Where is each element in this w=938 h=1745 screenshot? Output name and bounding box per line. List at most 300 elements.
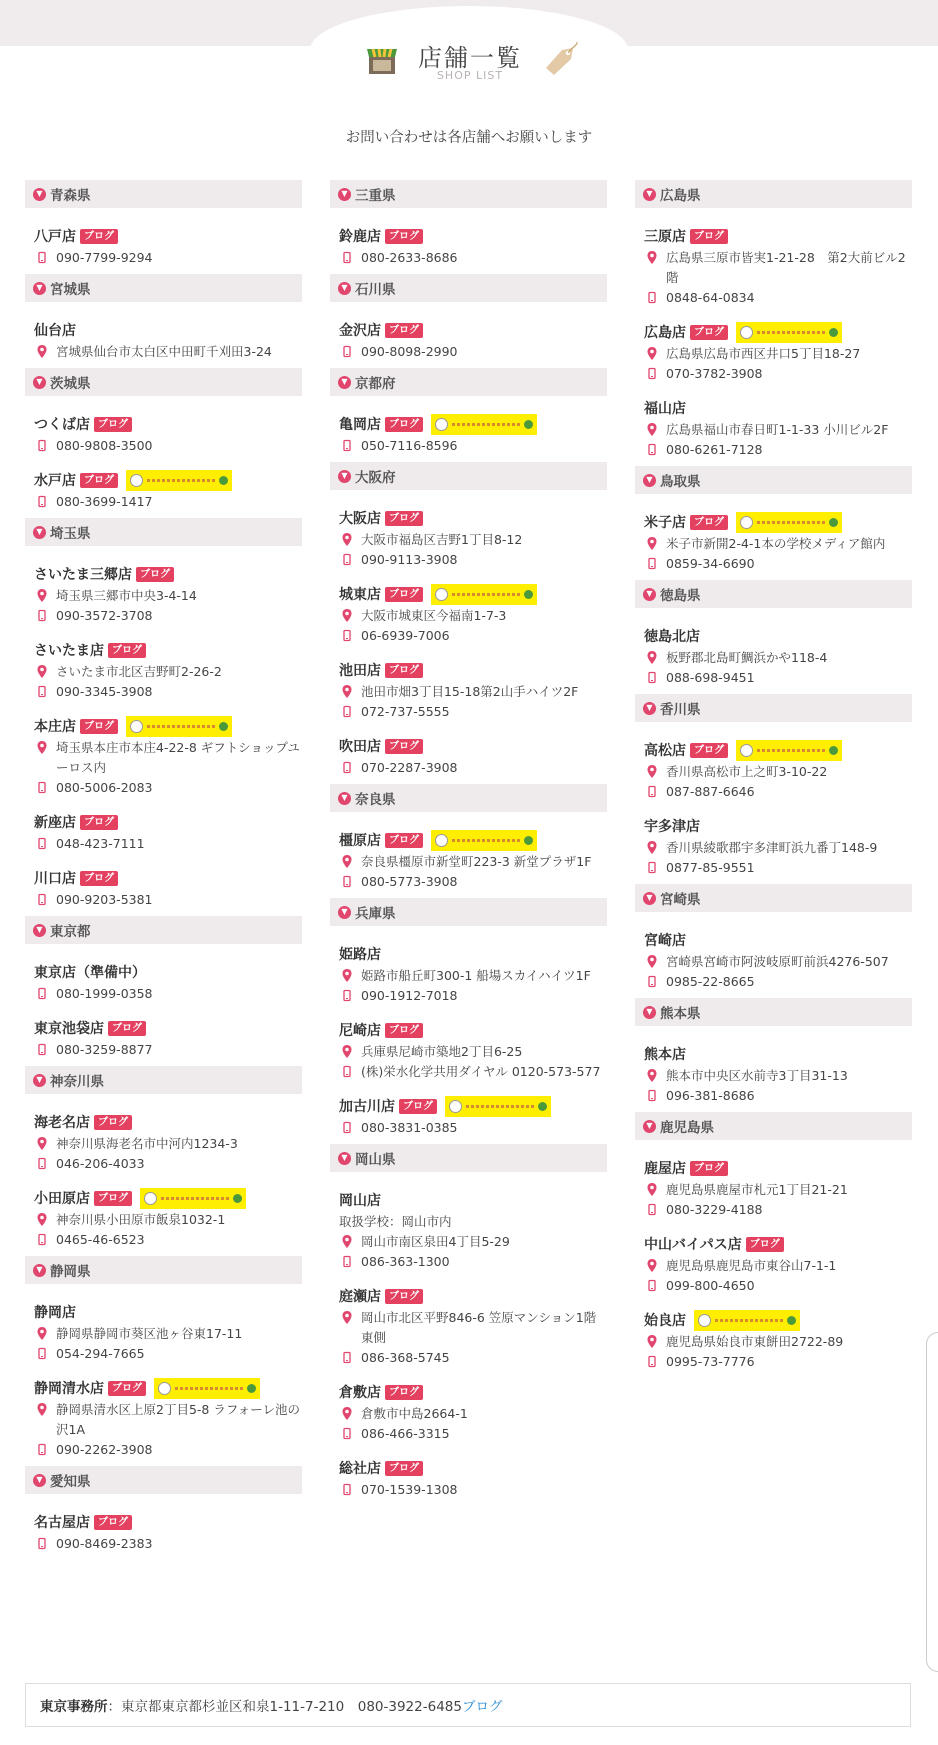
chevron-down-icon: ▼ [33,526,46,539]
map-pin-icon [37,345,47,359]
shop-title: 鹿屋店 [644,1161,686,1177]
phone-icon [37,1043,47,1057]
blog-badge-link[interactable]: ブログ [80,871,118,886]
shop-name [644,1308,912,1332]
price-tag-icon [540,40,580,80]
line-text: 静岡県静岡市葵区池ヶ谷東17-11 [56,1326,243,1341]
prefecture-name: 宮城県 [50,282,91,298]
shop-phone[interactable] [339,626,607,646]
blog-badge-link[interactable]: ブログ [94,1115,132,1130]
line-text: 0985-22-8665 [666,974,755,989]
shop-phone[interactable] [339,436,607,456]
shop-name [34,810,302,834]
prefecture-header[interactable] [635,694,912,722]
shop-phone[interactable] [644,858,912,878]
mascot-icon [698,1314,711,1327]
shop-address [644,648,912,668]
chevron-down-icon: ▼ [338,470,351,483]
blog-badge-link[interactable]: ブログ [385,511,423,526]
shop-entry [25,1370,302,1460]
phone-icon [647,1355,657,1369]
map-pin-icon [37,741,47,755]
line-text: 06-6939-7006 [361,628,450,643]
prefecture-header[interactable] [25,1466,302,1494]
shop-entry [25,312,302,362]
map-pin-icon [342,1407,352,1421]
leaf-icon [787,1316,796,1325]
phone-icon [342,1255,352,1269]
line-text: 046-206-4033 [56,1156,145,1171]
line-text: 取扱学校：岡山市内 [339,1214,452,1229]
shop-title: 鈴鹿店 [339,229,381,245]
line-text: 086-466-3315 [361,1426,450,1441]
phone-icon [37,1157,47,1171]
prefecture-header[interactable] [25,518,302,546]
phone-icon [342,345,352,359]
line-text: 岡山市北区平野846-6 笠原マンション1階東側 [361,1310,597,1345]
blog-badge-link[interactable]: ブログ [108,643,146,658]
campaign-banner[interactable] [154,1378,260,1399]
shop-title: 小田原店 [34,1191,90,1207]
shop-title: 新座店 [34,815,76,831]
map-pin-icon [342,1235,352,1249]
shop-title: 福山店 [644,401,686,417]
shop-entry [25,860,302,910]
shop-entry [635,1150,912,1220]
blog-badge-link[interactable]: ブログ [94,417,132,432]
map-pin-icon [647,423,657,437]
leaf-icon [524,420,533,429]
line-text: 080-5773-3908 [361,874,458,889]
prefecture-header[interactable] [635,1112,912,1140]
banner-text-graphic [175,1387,243,1390]
page-subtitle: SHOP LIST [436,69,504,82]
mascot-icon [130,474,143,487]
blog-badge-link[interactable]: ブログ [108,1021,146,1036]
blog-badge-link[interactable]: ブログ [385,1289,423,1304]
line-text: 088-698-9451 [666,670,755,685]
line-text: 090-3345-3908 [56,684,153,699]
phone-icon [37,495,47,509]
shop-address [644,1180,912,1200]
campaign-banner[interactable] [431,830,537,851]
campaign-banner[interactable] [126,716,232,737]
shop-name [339,658,607,682]
prefecture-name: 茨城県 [50,376,91,392]
phone-icon [342,761,352,775]
leaf-icon [233,1194,242,1203]
shop-title: 東京店（準備中） [34,965,146,981]
shop-name [339,828,607,852]
map-pin-icon [342,855,352,869]
shop-entry [635,1302,912,1372]
blog-badge-link[interactable]: ブログ [746,1237,784,1252]
shop-column-1 [25,180,302,1560]
prefecture-header[interactable] [25,180,302,208]
line-text: 072-737-5555 [361,704,450,719]
shop-entry [330,1182,607,1272]
blog-badge-link[interactable]: ブログ [94,1515,132,1530]
shop-title: 三原店 [644,229,686,245]
shop-phone[interactable] [34,248,302,268]
map-pin-icon [342,685,352,699]
shop-address [34,1134,302,1154]
line-text: 086-368-5745 [361,1350,450,1365]
shop-title: 宇多津店 [644,819,700,835]
shop-phone[interactable] [339,1062,607,1082]
shop-title: 亀岡店 [339,417,381,433]
shop-phone[interactable] [644,440,912,460]
shop-name [34,638,302,662]
blog-badge-link[interactable]: ブログ [385,1385,423,1400]
phone-icon [37,837,47,851]
line-text: 090-3572-3708 [56,608,153,623]
chevron-down-icon: ▼ [33,1074,46,1087]
shop-phone[interactable] [644,668,912,688]
blog-badge-link[interactable]: ブログ [385,739,423,754]
phone-icon [647,367,657,381]
prefecture-header[interactable] [25,1066,302,1094]
line-text: 広島県福山市春日町1-1-33 小川ビル2F [666,422,889,437]
campaign-banner[interactable] [736,322,842,343]
phone-icon [37,439,47,453]
prefecture-header[interactable] [25,368,302,396]
shop-name [644,1042,912,1066]
map-pin-icon [37,1137,47,1151]
head-office-box [25,1683,911,1727]
shop-phone[interactable] [644,364,912,384]
shop-phone[interactable] [644,972,912,992]
shop-entry [25,218,302,268]
shop-phone[interactable] [339,550,607,570]
shop-address [644,762,912,782]
shop-name [339,1094,607,1118]
shop-phone[interactable] [339,1480,607,1500]
shop-phone[interactable] [34,778,302,798]
shop-phone[interactable] [644,1200,912,1220]
shop-phone[interactable] [34,984,302,1004]
shop-phone[interactable] [339,342,607,362]
shop-address [339,1308,607,1348]
phone-icon [37,685,47,699]
banner-text-graphic [452,839,520,842]
line-text: 080-3831-0385 [361,1120,458,1135]
shop-name [34,960,302,984]
shop-phone[interactable] [644,1352,912,1372]
shop-title: 倉敷店 [339,1385,381,1401]
shop-phone[interactable] [644,782,912,802]
shop-title: 庭瀬店 [339,1289,381,1305]
prefecture-header[interactable] [330,180,607,208]
shop-name [339,1188,607,1212]
map-pin-icon [37,1213,47,1227]
chevron-down-icon: ▼ [338,376,351,389]
shop-name [34,224,302,248]
office-blog-link[interactable]: ブログ [461,1699,503,1715]
blog-badge-link[interactable]: ブログ [399,1099,437,1114]
map-pin-icon [647,1069,657,1083]
prefecture-header[interactable] [25,274,302,302]
phone-icon [342,251,352,265]
phone-icon [647,443,657,457]
shop-title: 加古川店 [339,1099,395,1115]
prefecture-header[interactable] [635,466,912,494]
chevron-down-icon: ▼ [338,282,351,295]
chevron-down-icon: ▼ [338,188,351,201]
prefecture-header[interactable] [635,998,912,1026]
shop-name [339,582,607,606]
shop-entry [330,1374,607,1444]
campaign-banner[interactable] [694,1310,800,1331]
campaign-banner[interactable] [736,512,842,533]
prefecture-header[interactable] [330,898,607,926]
shop-title: 静岡店 [34,1305,76,1321]
blog-badge-link[interactable]: ブログ [80,815,118,830]
shop-entry [330,1012,607,1082]
line-text: 埼玉県本庄市本庄4-22-8 ギフトショップユーロス内 [56,740,300,775]
shop-name [34,1186,302,1210]
shop-entry [330,218,607,268]
blog-badge-link[interactable]: ブログ [385,663,423,678]
line-text: 0848-64-0834 [666,290,755,305]
prefecture-header[interactable] [635,580,912,608]
campaign-banner[interactable] [431,584,537,605]
phone-icon [37,251,47,265]
mascot-icon [130,720,143,733]
shop-entry [25,556,302,626]
phone-icon [342,1121,352,1135]
prefecture-header[interactable] [25,1256,302,1284]
line-text: 090-1912-7018 [361,988,458,1003]
phone-icon [37,893,47,907]
shop-title: つくば店 [34,417,90,433]
blog-badge-link[interactable]: ブログ [385,417,423,432]
prefecture-name: 宮崎県 [660,892,701,908]
line-text: 080-2633-8686 [361,250,458,265]
blog-badge-link[interactable]: ブログ [80,719,118,734]
map-pin-icon [647,651,657,665]
shop-address [34,342,302,362]
line-text: 大阪市福島区吉野1丁目8-12 [361,532,523,547]
blog-badge-link[interactable]: ブログ [690,325,728,340]
line-text: 050-7116-8596 [361,438,458,453]
shop-phone[interactable] [339,986,607,1006]
prefecture-name: 熊本県 [660,1006,701,1022]
shop-name [34,1376,302,1400]
line-text: 080-6261-7128 [666,442,763,457]
shop-address [644,420,912,440]
shop-phone[interactable] [339,758,607,778]
map-pin-icon [342,1311,352,1325]
shop-phone[interactable] [339,1118,607,1138]
mascot-icon [435,588,448,601]
shop-name [339,734,607,758]
shop-entry [635,390,912,460]
shop-phone[interactable] [644,1086,912,1106]
shop-phone[interactable] [339,1424,607,1444]
shop-phone[interactable] [34,1040,302,1060]
phone-icon [37,781,47,795]
office-separator: ： [107,1699,121,1715]
shop-phone[interactable] [339,248,607,268]
campaign-banner[interactable] [431,414,537,435]
shop-phone[interactable] [34,1154,302,1174]
shop-title: 熊本店 [644,1047,686,1063]
prefecture-name: 香川県 [660,702,701,718]
shop-name [34,562,302,586]
prefecture-header[interactable] [330,368,607,396]
phone-icon [647,291,657,305]
blog-badge-link[interactable]: ブログ [94,1191,132,1206]
chevron-down-icon: ▼ [643,588,656,601]
banner-text-graphic [147,479,215,482]
shop-phone[interactable] [34,890,302,910]
banner-text-graphic [452,593,520,596]
shop-phone[interactable] [339,872,607,892]
campaign-banner[interactable] [445,1096,551,1117]
office-address: 東京都東京都杉並区和泉1-11-7-210 080-3922-6485 [121,1699,462,1715]
line-text: 香川県高松市上之町3-10-22 [666,764,828,779]
phone-icon [647,557,657,571]
line-text: 099-800-4650 [666,1278,755,1293]
prefecture-header[interactable] [330,274,607,302]
shop-title: さいたま三郷店 [34,567,132,583]
shop-column-3 [635,180,912,1378]
shop-address [644,534,912,554]
line-text: 埼玉県三郷市中央3-4-14 [56,588,197,603]
shop-entry [330,936,607,1006]
line-text: 広島県広島市西区井口5丁目18-27 [666,346,861,361]
shop-entry [330,728,607,778]
banner-text-graphic [757,749,825,752]
prefecture-header[interactable] [25,916,302,944]
campaign-banner[interactable] [736,740,842,761]
shop-entry [635,618,912,688]
prefecture-header[interactable] [330,784,607,812]
blog-badge-link[interactable]: ブログ [385,1023,423,1038]
line-text: 0995-73-7776 [666,1354,755,1369]
shop-name [34,318,302,342]
leaf-icon [829,518,838,527]
prefecture-header[interactable] [330,1144,607,1172]
shop-address [644,1332,912,1352]
prefecture-name: 京都府 [355,376,396,392]
phone-icon [37,1233,47,1247]
map-pin-icon [342,533,352,547]
shop-phone[interactable] [34,436,302,456]
shop-phone[interactable] [34,834,302,854]
phone-icon [647,1089,657,1103]
shop-name [34,1016,302,1040]
blog-badge-link[interactable]: ブログ [690,743,728,758]
shop-phone[interactable] [34,1230,302,1250]
chevron-down-icon: ▼ [643,188,656,201]
contact-note: お問い合わせは各店舗へお願いします [345,130,593,146]
shop-phone[interactable] [34,606,302,626]
scroll-handle[interactable] [926,1332,938,1672]
shop-address [339,682,607,702]
chevron-down-icon: ▼ [33,282,46,295]
line-text: 080-3259-8877 [56,1042,153,1057]
blog-badge-link[interactable]: ブログ [385,323,423,338]
shop-address [644,1256,912,1276]
campaign-banner[interactable] [126,470,232,491]
shop-title: 城東店 [339,587,381,603]
blog-badge-link[interactable]: ブログ [690,515,728,530]
blog-badge-link[interactable]: ブログ [80,473,118,488]
line-text: 048-423-7111 [56,836,145,851]
line-text: 080-5006-2083 [56,780,153,795]
blog-badge-link[interactable]: ブログ [136,567,174,582]
mascot-icon [740,744,753,757]
shop-title: 本庄店 [34,719,76,735]
shop-phone[interactable] [339,1348,607,1368]
prefecture-name: 鳥取県 [660,474,701,490]
shop-title: 水戸店 [34,473,76,489]
shop-address [339,606,607,626]
shop-name [34,1510,302,1534]
blog-badge-link[interactable]: ブログ [690,1161,728,1176]
shop-entry [635,808,912,878]
shop-title: 始良店 [644,1313,686,1329]
map-pin-icon [37,589,47,603]
shop-phone[interactable] [34,682,302,702]
shop-phone[interactable] [34,1440,302,1460]
prefecture-header[interactable] [635,884,912,912]
line-text: 054-294-7665 [56,1346,145,1361]
prefecture-header[interactable] [330,462,607,490]
map-pin-icon [37,1403,47,1417]
shop-name [644,814,912,838]
office-label: 東京事務所 [40,1699,108,1715]
phone-icon [37,1347,47,1361]
shop-phone[interactable] [34,1344,302,1364]
shop-phone[interactable] [644,288,912,308]
prefecture-header[interactable] [635,180,912,208]
blog-badge-link[interactable]: ブログ [690,229,728,244]
blog-badge-link[interactable]: ブログ [385,1461,423,1476]
shop-name [644,1156,912,1180]
blog-badge-link[interactable]: ブログ [385,587,423,602]
line-text: 米子市新開2-4-1本の学校メディア館内 [666,536,886,551]
phone-icon [37,1537,47,1551]
shop-phone[interactable] [34,1534,302,1554]
campaign-banner[interactable] [140,1188,246,1209]
line-text: 070-1539-1308 [361,1482,458,1497]
shop-name [339,318,607,342]
shop-phone[interactable] [339,1252,607,1272]
blog-badge-link[interactable]: ブログ [108,1381,146,1396]
shop-phone[interactable] [34,492,302,512]
shop-entry [330,406,607,456]
shop-title: 岡山店 [339,1193,381,1209]
line-text: 090-9113-3908 [361,552,458,567]
blog-badge-link[interactable]: ブログ [385,229,423,244]
phone-icon [342,1483,352,1497]
blog-badge-link[interactable]: ブログ [80,229,118,244]
shop-entry [25,1180,302,1250]
line-text: 宮崎県宮崎市阿波岐原町前浜4276-507 [666,954,889,969]
shop-entry [25,1504,302,1554]
shop-phone[interactable] [644,554,912,574]
shop-phone[interactable] [339,702,607,722]
blog-badge-link[interactable]: ブログ [385,833,423,848]
line-text: 神奈川県小田原市飯泉1032-1 [56,1212,226,1227]
shop-phone[interactable] [644,1276,912,1296]
shop-entry [635,1036,912,1106]
shop-address [644,344,912,364]
map-pin-icon [647,1183,657,1197]
